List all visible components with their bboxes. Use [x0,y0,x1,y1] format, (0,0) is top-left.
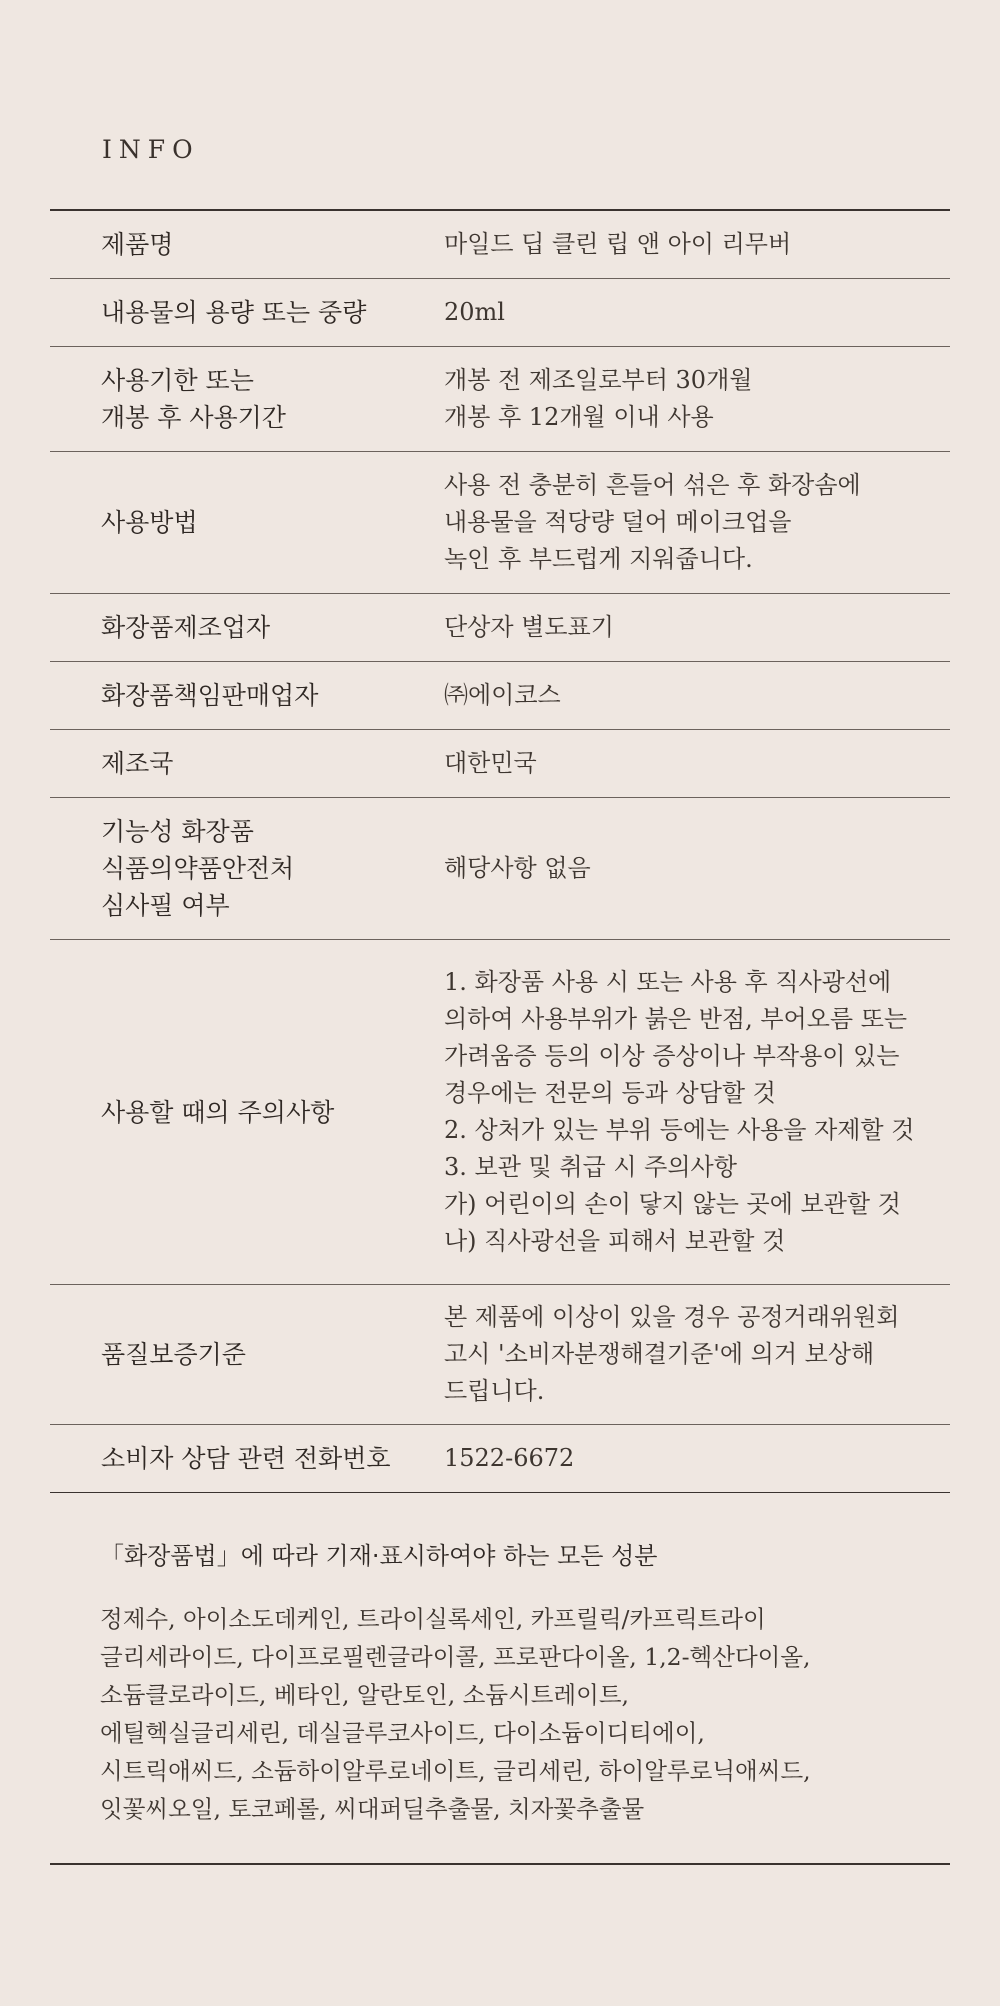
row-value: 대한민국 [444,749,537,777]
table-row-usage [50,451,950,593]
row-value: 해당사항 없음 [444,854,591,882]
table-row-precautions [50,939,950,1284]
table-row-quality [50,1284,950,1424]
row-value: 본 제품에 이상이 있을 경우 공정거래위원회 고시 '소비자분쟁해결기준'에 의거 보상해 드립니다. [444,1303,900,1405]
row-label: 내용물의 용량 또는 중량 [101,298,367,327]
row-value: 단상자 별도표기 [444,613,614,641]
row-label: 화장품제조업자 [101,613,271,642]
row-label: 화장품책임판매업자 [101,681,319,710]
table-row-functional [50,797,950,939]
row-label: 사용할 때의 주의사항 [101,1097,335,1127]
ingredients-list: 정제수, 아이소도데케인, 트라이실록세인, 카프릴릭/카프릭트라이 글리세라이드, 다이프로필렌글라이콜, 프로판다이올, 1,2-헥산다이올, 소듐클로라이드, 베타인, 알란토인, 소듐시트레이트, 에틸헥실글리세린, 데실글루코사이드, 다이소듐이디티에이, 시트릭애씨드, 소듐하이알루로네이트, 글리세린, 하이알루로닉애씨드, 잇꽃씨오일, 토코페롤, 씨대퍼딜추출물, 치자꽃추출물 [100,1605,811,1823]
table-row-volume [50,278,950,346]
row-value: 20ml [444,298,505,326]
row-label: 품질보증기준 [101,1340,246,1369]
info-table [50,209,950,1493]
row-value: 사용 전 충분히 흔들어 섞은 후 화장솜에 내용물을 적당량 덜어 메이크업을 녹인 후 부드럽게 지워줍니다. [444,471,861,573]
ingredients-section [100,1536,960,1828]
row-label: 사용방법 [101,508,198,537]
table-row-phone [50,1424,950,1492]
bottom-divider [50,1863,950,1865]
section-heading: INFO [102,135,200,164]
row-label: 제조국 [101,749,174,778]
row-value: 1522-6672 [444,1444,575,1472]
row-value: 개봉 전 제조일로부터 30개월 개봉 후 12개월 이내 사용 [444,366,753,431]
row-label: 제품명 [101,230,174,259]
table-row-manufacturer [50,593,950,661]
table-row-expiry [50,346,950,451]
table-row-country [50,729,950,797]
row-label: 기능성 화장품 식품의약품안전처 심사필 여부 [101,817,295,920]
ingredients-title: 「화장품법」에 따라 기재·표시하여야 하는 모든 성분 [100,1542,658,1570]
table-row-product-name [50,211,950,278]
row-value: 마일드 딥 클린 립 앤 아이 리무버 [444,230,792,258]
row-label: 사용기한 또는 개봉 후 사용기간 [101,366,286,432]
row-value: ㈜에이코스 [444,681,561,709]
table-row-seller [50,661,950,729]
row-label: 소비자 상담 관련 전화번호 [101,1444,391,1473]
row-value: 1. 화장품 사용 시 또는 사용 후 직사광선에 의하여 사용부위가 붉은 반점, 부어오름 또는 가려움증 등의 이상 증상이나 부작용이 있는 경우에는 전문의 등과 상담할 것 2. 상처가 있는 부위 등에는 사용을 자제할 것 3. 보관 및 취급 시 주의사항 가) 어린이의 손이 닿지 않는 곳에 보관할 것 나) 직사광선을 피해서 보관할 것 [444,968,915,1255]
